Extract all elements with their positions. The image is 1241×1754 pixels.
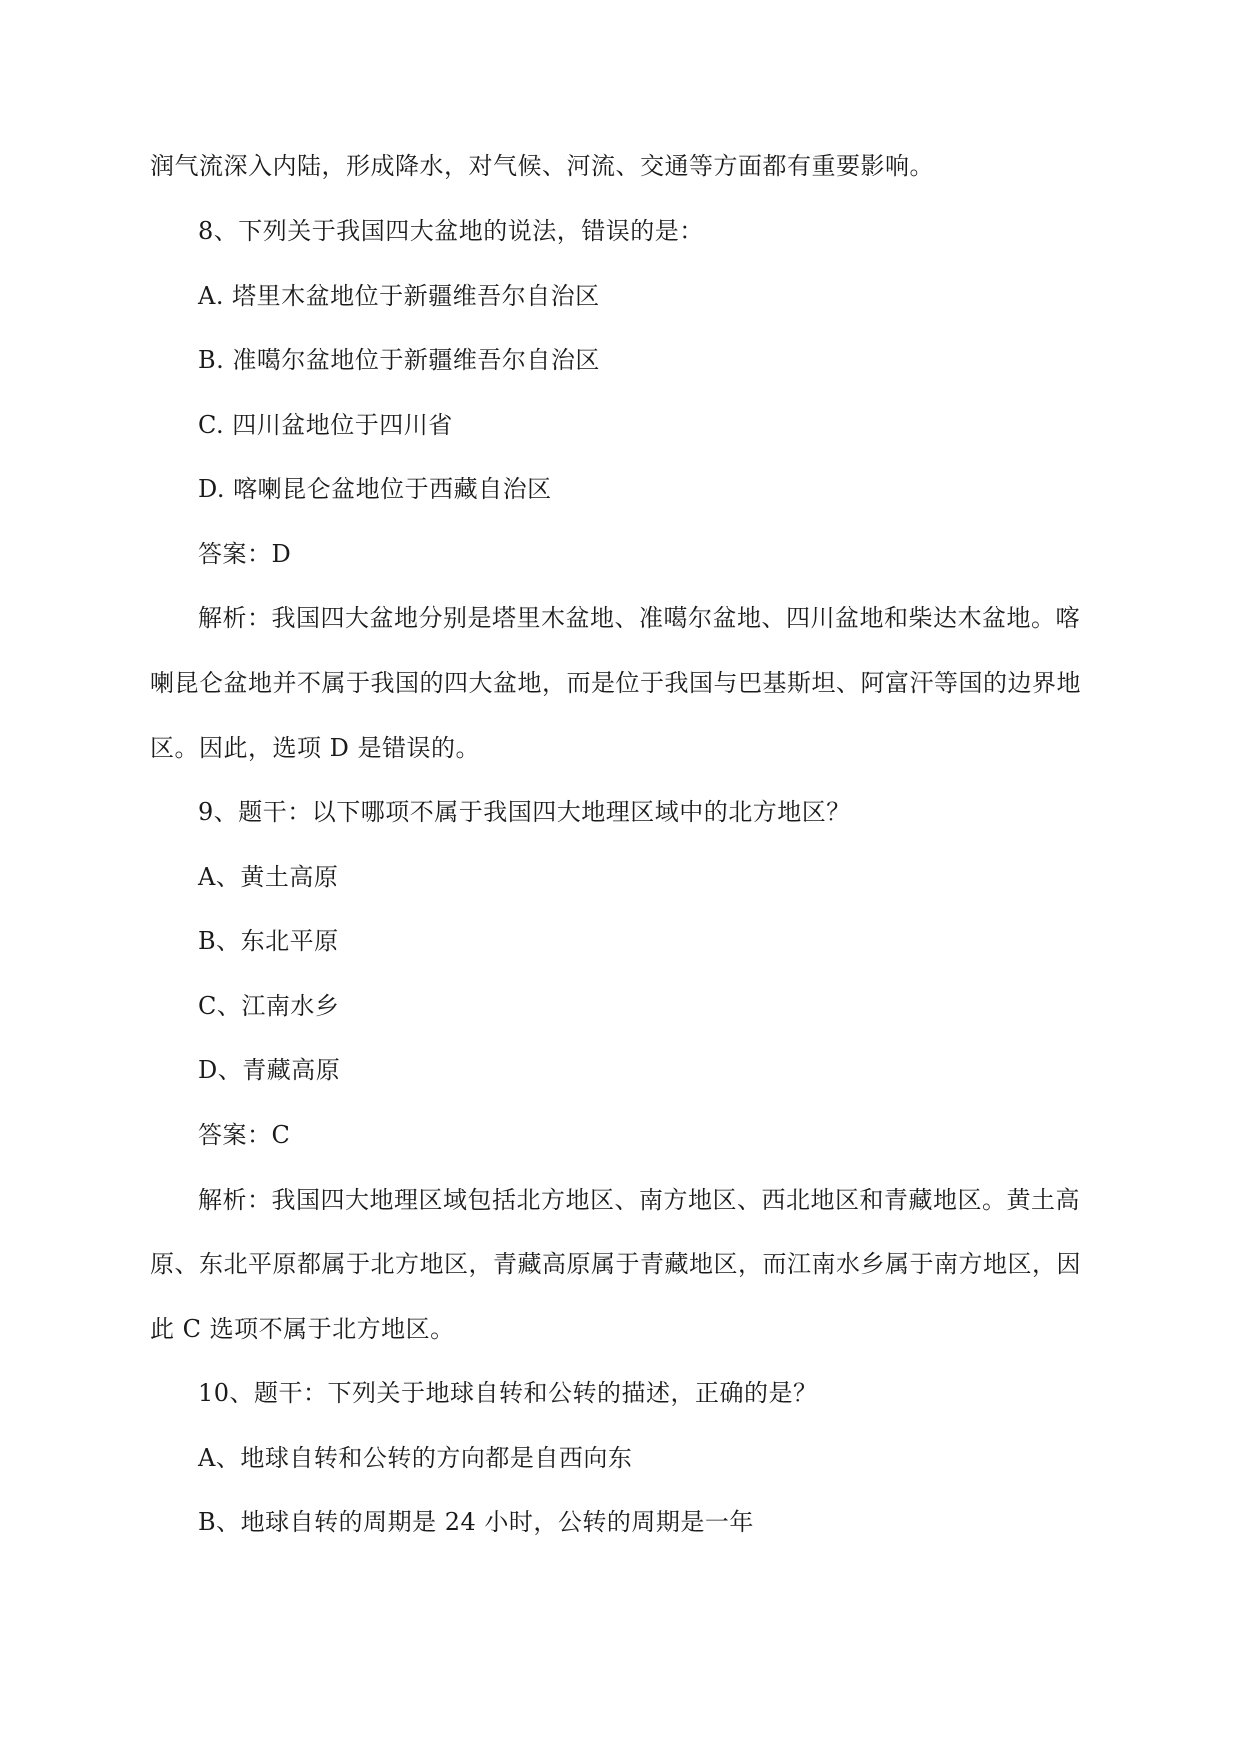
question-8-answer: 答案：D [198,540,292,568]
question-9-option-d: D、青藏高原 [198,1056,341,1084]
question-8-analysis-line-3: 区。因此，选项 D 是错误的。 [150,734,480,762]
question-9-option-a: A、黄土高原 [198,863,339,891]
paragraph-continuation: 润气流深入内陆，形成降水，对气候、河流、交通等方面都有重要影响。 [150,152,934,180]
question-9-option-c: C、江南水乡 [198,992,340,1020]
question-8-option-c: C. 四川盆地位于四川省 [198,411,453,439]
question-9-answer: 答案：C [198,1121,291,1149]
question-10-option-b: B、地球自转的周期是 24 小时，公转的周期是一年 [198,1508,754,1536]
question-9-analysis-line-2: 原、东北平原都属于北方地区，青藏高原属于青藏地区，而江南水乡属于南方地区，因 [150,1250,1081,1278]
question-8-analysis-line-2: 喇昆仑盆地并不属于我国的四大盆地，而是位于我国与巴基斯坦、阿富汗等国的边界地 [150,669,1081,697]
question-8-option-b: B. 准噶尔盆地位于新疆维吾尔自治区 [198,346,600,374]
question-9-analysis-line-1: 解析：我国四大地理区域包括北方地区、南方地区、西北地区和青藏地区。黄土高 [198,1186,1080,1214]
question-10-option-a: A、地球自转和公转的方向都是自西向东 [198,1444,633,1472]
question-9-stem: 9、题干：以下哪项不属于我国四大地理区域中的北方地区？ [198,798,851,826]
question-8-analysis-line-1: 解析：我国四大盆地分别是塔里木盆地、准噶尔盆地、四川盆地和柴达木盆地。喀 [198,604,1080,632]
question-9-option-b: B、东北平原 [198,927,339,955]
question-8-option-d: D. 喀喇昆仑盆地位于西藏自治区 [198,475,552,503]
question-9-analysis-line-3: 此 C 选项不属于北方地区。 [150,1315,455,1343]
question-10-stem: 10、题干：下列关于地球自转和公转的描述，正确的是？ [198,1379,818,1407]
question-8-stem: 8、下列关于我国四大盆地的说法，错误的是： [198,217,704,245]
question-8-option-a: A. 塔里木盆地位于新疆维吾尔自治区 [198,282,600,310]
